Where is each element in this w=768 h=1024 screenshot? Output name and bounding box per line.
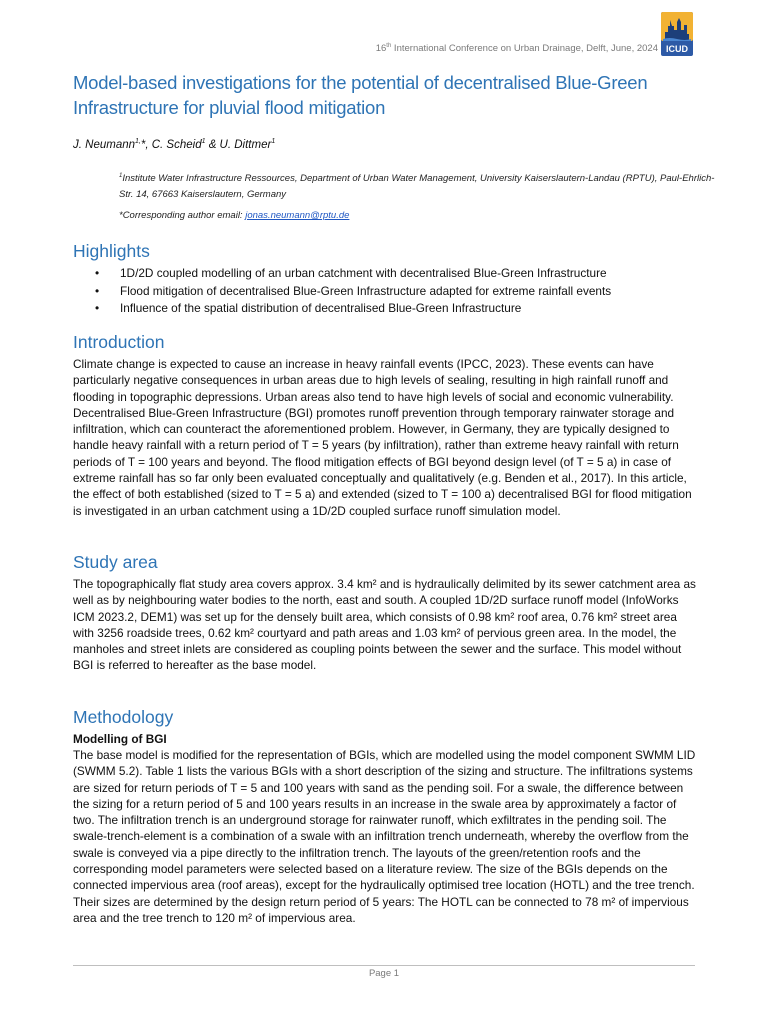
corresponding-author [119, 210, 349, 221]
page-number: Page 1 [368, 968, 400, 979]
conference-name: International Conference on Urban Drainage, Delft, June, 2024 [391, 43, 658, 55]
author-2: , C. Scheid [145, 138, 202, 151]
author-2-affiliation: 1 [201, 138, 206, 145]
author-1-star: * [140, 138, 146, 151]
study-area-paragraph: The topographically flat study area covers approx. 3.4 km² and is hydraulically delimited by its sewer catchment area as well as by neighbouring water bodies to the north, east and south. A coupled 1D/2D surface runoff model (InfoWorks ICM 2023.2, DEM1) was set up for the densely built area, which consists of 0.98 km² roof area, 0.76 km² street area with 3256 roadside trees, 0.62 km² courtyard and path areas and 1.03 km² of pervious green area. In the model, the manholes and street inlets are considered as coupling points between the sewer and the surface. This model without BGI is referred to hereafter as the base model. [73, 577, 696, 673]
highlights-list [90, 265, 611, 318]
highlight-item: • Influence of the spatial distribution of decentralised Blue-Green Infrastructure [90, 300, 611, 318]
corresponding-label: *Corresponding author email: [119, 210, 246, 221]
affiliation-text: Institute Water Infrastructure Ressources, Department of Urban Water Management, University Kaiserslautern-Landau (RPTU), Paul-Ehrlich-Str. 14, 67663 Kaiserslautern, Germany [119, 173, 715, 201]
author-1-affiliation: 1, [135, 138, 141, 145]
author-list [73, 138, 275, 151]
highlights-heading: Highlights [73, 241, 150, 261]
author-3-affiliation: 1 [271, 138, 276, 145]
highlight-item: • 1D/2D coupled modelling of an urban catchment with decentralised Blue-Green Infrastructure [90, 265, 611, 283]
introduction-paragraph: Climate change is expected to cause an increase in heavy rainfall events (IPCC, 2023). These events can have particularly negative consequences in urban areas due to high levels of sealing, resulting in high rainfall runoff and flooding in topographic depressions. Urban areas also tend to have high levels of social and economic vulnerability. Decentralised Blue-Green Infrastructure (BGI) promotes runoff prevention through temporary rainwater storage and infiltration, which can counteract the aforementioned problem. However, in Germany, they are typically designed to handle heavy rainfall with a return period of T = 5 years (by infiltration), rather than extreme heavy rainfall with return periods of T = 100 years and beyond. The flood mitigation effects of BGI beyond design level (of T = 5 a) in case of extreme rainfall has so far only been evaluated conceptually and qualitatively (e.g. Benden et al., 2017). In this article, the effect of both established (sized to T = 5 a) and extended (sized to T = 100 a) decentralised BGI for flood mitigation is investigated in an urban catchment using a 1D/2D coupled surface runoff simulation model. [73, 357, 692, 518]
study-area-heading: Study area [73, 552, 158, 572]
affiliation [119, 168, 719, 203]
icud-logo-icon [661, 12, 693, 56]
email-link[interactable]: jonas.neumann@rptu.de [245, 210, 350, 221]
introduction-heading: Introduction [73, 332, 165, 352]
conference-ordinal-suffix: th [386, 43, 392, 49]
methodology-subheading: Modelling of BGI [73, 732, 167, 746]
author-1: J. Neumann [73, 138, 136, 151]
author-3: & U. Dittmer [205, 138, 272, 151]
conference-ordinal: 16 [375, 43, 387, 55]
paper-title: Model-based investigations for the potential of decentralised Blue-Green Infrastructure for pluvial flood mitigation [73, 72, 648, 118]
methodology-heading: Methodology [73, 707, 174, 727]
conference-header [376, 43, 658, 54]
methodology-paragraph: The base model is modified for the representation of BGIs, which are modelled using the model component SWMM LID (SWMM 5.2). Table 1 lists the various BGIs with a short description of the sizing and structure. The infiltrations systems are sized for return periods of T = 5 and 100 years with sand as the pending soil. For a swale, the difference between the sizing for a return period of 5 and 100 years results in an increase in the swale area by approximately a factor of two. The infiltration trench is an underground storage for rainwater runoff, which exfiltrates in the pending soil. The swale-trench-element is a combination of a swale with an infiltration trench underneath, whereby the overflow from the swale is conveyed via a pipe directly to the infiltration trench. The layouts of the green/retention roofs and the corresponding model parameters were selected based on a literature review. The size of the BGIs depends on the connected impervious area (roof areas), except for the hydraulically optimised tree location (HOTL) and the tree trench. Their sizes are determined by the design return period of 5 years: The HOTL can be connected to 78 m² of impervious area and the tree trench to 120 m² of impervious area. [73, 748, 696, 925]
footer-divider [73, 965, 695, 966]
affiliation-number: 1 [119, 173, 123, 179]
logo-text: ICUD [666, 44, 688, 54]
highlight-item: • Flood mitigation of decentralised Blue-Green Infrastructure adapted for extreme rainfall events [90, 283, 611, 301]
